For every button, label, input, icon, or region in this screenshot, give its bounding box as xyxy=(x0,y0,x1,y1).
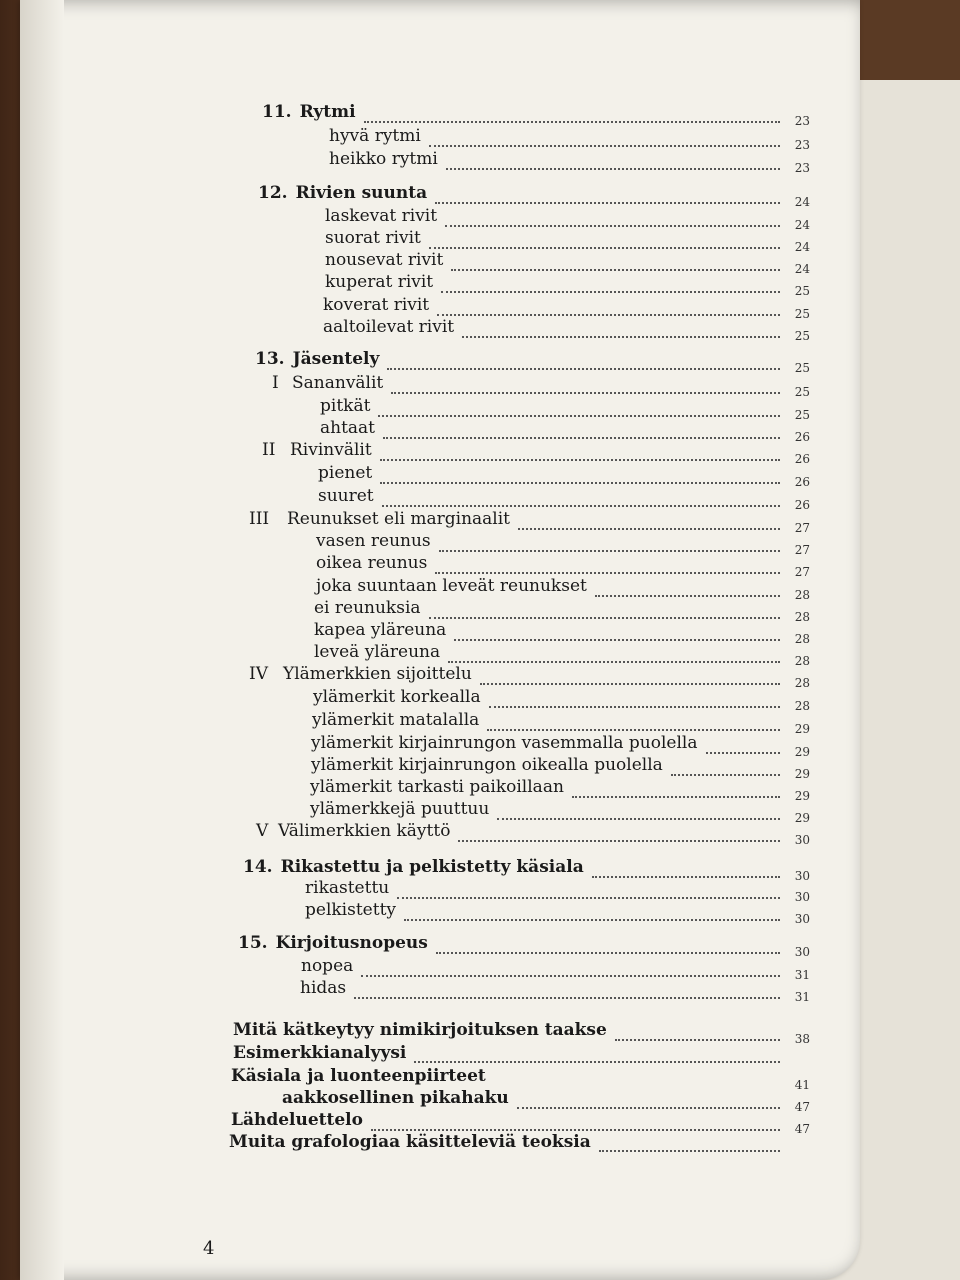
dot-leader xyxy=(414,1051,780,1063)
toc-entry[interactable] xyxy=(329,126,810,152)
dot-leader xyxy=(489,696,780,708)
dot-leader xyxy=(458,830,780,842)
entry-title: ei reunuksia xyxy=(314,598,421,618)
dot-leader xyxy=(361,965,780,977)
toc-entry[interactable] xyxy=(314,598,810,624)
dot-leader xyxy=(448,651,780,663)
page-ref: 28 xyxy=(794,610,810,624)
page-ref: 41 xyxy=(794,1078,810,1092)
toc-entry[interactable] xyxy=(301,956,810,982)
roman-numeral: IV xyxy=(249,664,268,684)
dot-leader xyxy=(383,427,780,439)
toc-entry[interactable] xyxy=(325,206,810,232)
toc-entry[interactable] xyxy=(314,620,810,646)
dot-leader xyxy=(380,472,780,484)
page-ref: 28 xyxy=(794,699,810,713)
entry-title: kuperat rivit xyxy=(325,272,434,292)
dot-leader xyxy=(378,405,780,417)
section-number: 13. xyxy=(255,349,285,369)
chapter-title: Mitä kätkeytyy nimikirjoituksen taakse xyxy=(233,1020,607,1040)
toc-entry[interactable] xyxy=(325,250,810,276)
dot-leader xyxy=(439,540,780,552)
toc-subsection[interactable] xyxy=(249,664,810,690)
page-ref: 47 xyxy=(794,1100,810,1114)
page-ref: 30 xyxy=(794,912,810,926)
page-ref: 29 xyxy=(794,722,810,736)
dot-leader xyxy=(487,719,780,731)
toc-section[interactable] xyxy=(243,857,810,883)
entry-title: ylämerkit kirjainrungon vasemmalla puolella xyxy=(311,733,698,753)
entry-title: suorat rivit xyxy=(325,228,421,248)
entry-title: nousevat rivit xyxy=(325,250,444,270)
page-ref: 25 xyxy=(794,385,810,399)
entry-title: laskevat rivit xyxy=(325,206,438,226)
dot-leader xyxy=(446,158,780,170)
dot-leader xyxy=(435,192,780,204)
dot-leader xyxy=(454,629,780,641)
dot-leader xyxy=(380,449,780,461)
toc-chapter[interactable] xyxy=(282,1088,810,1114)
toc-entry[interactable] xyxy=(300,978,810,1004)
entry-title: nopea xyxy=(301,956,354,976)
dot-leader xyxy=(387,358,780,370)
dot-leader xyxy=(595,585,780,597)
page-ref: 25 xyxy=(794,329,810,343)
dot-leader xyxy=(706,742,781,754)
toc-entry[interactable] xyxy=(329,149,810,175)
toc-entry[interactable] xyxy=(318,486,810,512)
dot-leader xyxy=(451,259,780,271)
page-ref: 29 xyxy=(794,745,810,759)
page-ref: 27 xyxy=(794,565,810,579)
entry-title: rikastettu xyxy=(305,878,390,898)
dot-leader xyxy=(437,304,780,316)
dot-leader xyxy=(497,808,780,820)
toc-chapter[interactable] xyxy=(233,1020,810,1046)
chapter-title: Lähdeluettelo xyxy=(231,1110,363,1130)
dot-leader xyxy=(615,1029,780,1041)
entry-title: Välimerkkien käyttö xyxy=(278,821,451,841)
entry-title: leveä yläreuna xyxy=(314,642,441,662)
toc-entry[interactable] xyxy=(316,576,810,602)
toc-entry[interactable] xyxy=(311,733,810,759)
dot-leader xyxy=(445,215,780,227)
toc-chapter[interactable] xyxy=(233,1043,810,1063)
entry-title: hidas xyxy=(300,978,347,998)
dot-leader xyxy=(517,1097,780,1109)
page-ref: 26 xyxy=(794,475,810,489)
dot-leader xyxy=(592,866,780,878)
section-number: 15. xyxy=(238,933,268,953)
entry-title: ylämerkit kirjainrungon oikealla puolella xyxy=(311,755,663,775)
dot-leader xyxy=(404,909,780,921)
dot-leader xyxy=(441,281,780,293)
dot-leader xyxy=(599,1140,780,1152)
entry-title: pelkistetty xyxy=(305,900,397,920)
toc-subsection[interactable] xyxy=(262,440,810,466)
toc-entry[interactable] xyxy=(323,317,810,343)
page-ref: 27 xyxy=(794,521,810,535)
toc-entry[interactable] xyxy=(312,710,810,736)
page-number: 4 xyxy=(203,1238,215,1259)
page-ref: 26 xyxy=(794,498,810,512)
section-title: Rikastettu ja pelkistetty käsiala xyxy=(280,857,584,877)
page-ref: 31 xyxy=(794,990,810,1004)
page-ref: 24 xyxy=(794,218,810,232)
page-ref: 28 xyxy=(794,676,810,690)
toc-entry[interactable] xyxy=(310,777,810,803)
page-ref: 23 xyxy=(794,161,810,175)
page-ref: 24 xyxy=(794,240,810,254)
entry-title: ylämerkkejä puuttuu xyxy=(310,799,490,819)
entry-title: pienet xyxy=(318,463,373,483)
entry-title: ylämerkit tarkasti paikoillaan xyxy=(310,777,564,797)
toc-entry[interactable] xyxy=(316,553,810,579)
toc-entry[interactable] xyxy=(325,272,810,298)
page-ref: 30 xyxy=(794,869,810,883)
entry-title: Reunukset eli marginaalit xyxy=(287,509,510,529)
entry-title: heikko rytmi xyxy=(329,149,438,169)
chapter-title: aakkosellinen pikahaku xyxy=(282,1088,509,1108)
dot-leader xyxy=(429,607,780,619)
dot-leader xyxy=(429,237,780,249)
dot-leader xyxy=(354,987,780,999)
toc-chapter[interactable] xyxy=(229,1132,810,1152)
chapter-title: Esimerkkianalyysi xyxy=(233,1043,407,1063)
page-ref: 27 xyxy=(794,543,810,557)
dot-leader xyxy=(371,1119,780,1131)
page-ref: 24 xyxy=(794,262,810,276)
page-ref: 29 xyxy=(794,767,810,781)
entry-title: Ylämerkkien sijoittelu xyxy=(283,664,472,684)
chapter-title: Käsiala ja luonteenpiirteet xyxy=(231,1066,486,1086)
toc-entry[interactable] xyxy=(311,755,810,781)
section-number: 12. xyxy=(258,183,288,203)
dot-leader xyxy=(382,495,780,507)
dot-leader xyxy=(462,326,780,338)
section-title: Jäsentely xyxy=(292,349,380,369)
toc-section[interactable] xyxy=(258,183,810,209)
page-ref: 25 xyxy=(794,307,810,321)
toc-chapter[interactable] xyxy=(231,1066,810,1092)
section-title: Rytmi xyxy=(299,102,356,122)
dot-leader xyxy=(436,942,780,954)
page-ref: 29 xyxy=(794,811,810,825)
entry-title: kapea yläreuna xyxy=(314,620,447,640)
dot-leader xyxy=(397,887,780,899)
dot-leader xyxy=(435,562,780,574)
page-ref: 25 xyxy=(794,361,810,375)
page-ref: 38 xyxy=(794,1032,810,1046)
toc-entry[interactable] xyxy=(305,878,810,904)
toc-entry[interactable] xyxy=(323,295,810,321)
dot-leader xyxy=(518,518,780,530)
roman-numeral: III xyxy=(249,509,270,529)
dot-leader xyxy=(671,764,780,776)
toc-subsection[interactable] xyxy=(256,821,810,847)
section-title: Rivien suunta xyxy=(295,183,428,203)
toc-entry[interactable] xyxy=(318,463,810,489)
toc-entry[interactable] xyxy=(313,687,810,713)
page-ref: 26 xyxy=(794,452,810,466)
toc-section[interactable] xyxy=(238,933,810,959)
page-ref: 25 xyxy=(794,284,810,298)
page-ref: 24 xyxy=(794,195,810,209)
section-number: 11. xyxy=(262,102,292,122)
roman-numeral: V xyxy=(256,821,269,841)
entry-title: aaltoilevat rivit xyxy=(323,317,455,337)
page-ref: 28 xyxy=(794,654,810,668)
page-ref: 23 xyxy=(794,114,810,128)
page-ref: 28 xyxy=(794,632,810,646)
page-ref: 30 xyxy=(794,945,810,959)
page-ref: 25 xyxy=(794,408,810,422)
entry-title: pitkät xyxy=(320,396,371,416)
entry-title: hyvä rytmi xyxy=(329,126,421,146)
entry-title: ahtaat xyxy=(320,418,376,438)
toc-entry[interactable] xyxy=(305,900,810,926)
page-ref: 23 xyxy=(794,138,810,152)
entry-title: ylämerkit matalalla xyxy=(312,710,480,730)
entry-title: Sananvälit xyxy=(292,373,384,393)
page-ref: 47 xyxy=(794,1122,810,1136)
page-ref: 26 xyxy=(794,430,810,444)
dot-leader xyxy=(480,673,780,685)
entry-title: oikea reunus xyxy=(316,553,428,573)
toc-entry[interactable] xyxy=(320,396,810,422)
toc-entry[interactable] xyxy=(320,418,810,444)
dot-leader xyxy=(364,111,780,123)
entry-title: vasen reunus xyxy=(316,531,431,551)
toc-entry[interactable] xyxy=(310,799,810,825)
page-ref: 30 xyxy=(794,890,810,904)
page-ref: 29 xyxy=(794,789,810,803)
chapter-title: Muita grafologiaa käsitteleviä teoksia xyxy=(229,1132,591,1152)
entry-title: suuret xyxy=(318,486,374,506)
toc-entry[interactable] xyxy=(314,642,810,668)
entry-title: Rivinvälit xyxy=(290,440,372,460)
toc-entry[interactable] xyxy=(325,228,810,254)
entry-title: ylämerkit korkealla xyxy=(313,687,481,707)
roman-numeral: I xyxy=(272,373,279,393)
toc-section[interactable] xyxy=(262,102,810,128)
dot-leader xyxy=(429,135,780,147)
entry-title: koverat rivit xyxy=(323,295,430,315)
toc-section[interactable] xyxy=(255,349,810,375)
page-ref: 30 xyxy=(794,833,810,847)
section-title: Kirjoitusnopeus xyxy=(275,933,428,953)
toc-subsection[interactable] xyxy=(272,373,810,399)
roman-numeral: II xyxy=(262,440,276,460)
section-number: 14. xyxy=(243,857,273,877)
toc-chapter[interactable] xyxy=(231,1110,810,1136)
page-ref: 28 xyxy=(794,588,810,602)
toc-entry[interactable] xyxy=(316,531,810,557)
entry-title: joka suuntaan leveät reunukset xyxy=(316,576,587,596)
dot-leader xyxy=(391,382,780,394)
toc-subsection[interactable] xyxy=(249,509,810,535)
page-ref: 31 xyxy=(794,968,810,982)
dot-leader xyxy=(572,786,780,798)
